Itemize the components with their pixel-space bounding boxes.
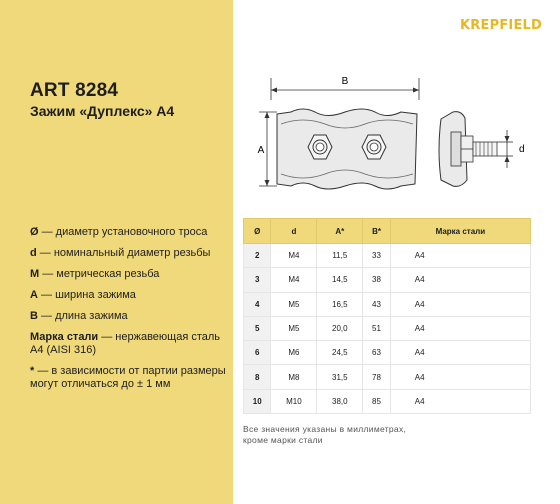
cell-width: 20,0 [317,316,363,340]
col-header-width: A* [317,219,363,244]
units-note-line: Все значения указаны в миллиметрах, [243,424,407,434]
dim-a-label: A [257,145,265,156]
cell-steel: A4 [390,365,530,389]
cell-diameter: 2 [244,244,271,268]
cell-length: 43 [363,292,390,316]
table-row [244,365,531,389]
table-row [244,292,531,316]
clamp-technical-drawing [255,74,535,204]
col-header-diameter: Ø [244,219,271,244]
cell-thread: M6 [271,341,317,365]
cell-diameter: 8 [244,365,271,389]
cell-length: 33 [363,244,390,268]
legend-item: A — ширина зажима [30,289,136,301]
table-row [244,389,531,413]
cell-steel: A4 [390,268,530,292]
cell-diameter: 3 [244,268,271,292]
cell-length: 63 [363,341,390,365]
cell-length: 85 [363,389,390,413]
legend-item: * — в зависимости от партии размеры могут отличаться до ± 1 мм [30,365,226,390]
cell-steel: A4 [390,341,530,365]
cell-thread: M4 [271,244,317,268]
cell-thread: M8 [271,365,317,389]
legend-item: Марка стали — нержавеющая сталь А4 (AISI 316) [30,331,221,356]
cell-thread: M10 [271,389,317,413]
cell-diameter: 10 [244,389,271,413]
cell-length: 51 [363,316,390,340]
cell-steel: A4 [390,292,530,316]
table-header-row [244,219,531,244]
col-header-thread: d [271,219,317,244]
table-row [244,268,531,292]
cell-width: 24,5 [317,341,363,365]
dim-b-label: B [341,76,349,87]
specification-table [243,218,531,414]
cell-steel: A4 [390,316,530,340]
cell-width: 31,5 [317,365,363,389]
cell-steel: A4 [390,389,530,413]
cell-thread: M4 [271,268,317,292]
product-article: ART 8284 [30,80,119,101]
cell-width: 14,5 [317,268,363,292]
product-name: Зажим «Дуплекс» А4 [30,103,175,119]
legend-item: d — номинальный диаметр резьбы [30,247,211,259]
cell-length: 78 [363,365,390,389]
legend-item: M — метрическая резьба [30,268,160,280]
brand-logo: KREPFIELD [460,18,542,33]
cell-width: 16,5 [317,292,363,316]
col-header-steel: Марка стали [390,219,530,244]
table-row [244,341,531,365]
units-note-line: кроме марки стали [243,435,323,445]
table-row [244,316,531,340]
cell-thread: M5 [271,316,317,340]
cell-thread: M5 [271,292,317,316]
cell-width: 38,0 [317,389,363,413]
cell-steel: A4 [390,244,530,268]
cell-diameter: 6 [244,341,271,365]
cell-length: 38 [363,268,390,292]
table-row [244,244,531,268]
symbol-legend [30,226,230,399]
cell-width: 11,5 [317,244,363,268]
dim-d-label: d [519,144,525,155]
cell-diameter: 4 [244,292,271,316]
units-note [243,424,406,446]
legend-item: B — длина зажима [30,310,128,322]
legend-item: Ø — диаметр установочного троса [30,226,208,238]
col-header-length: B* [363,219,390,244]
cell-diameter: 5 [244,316,271,340]
